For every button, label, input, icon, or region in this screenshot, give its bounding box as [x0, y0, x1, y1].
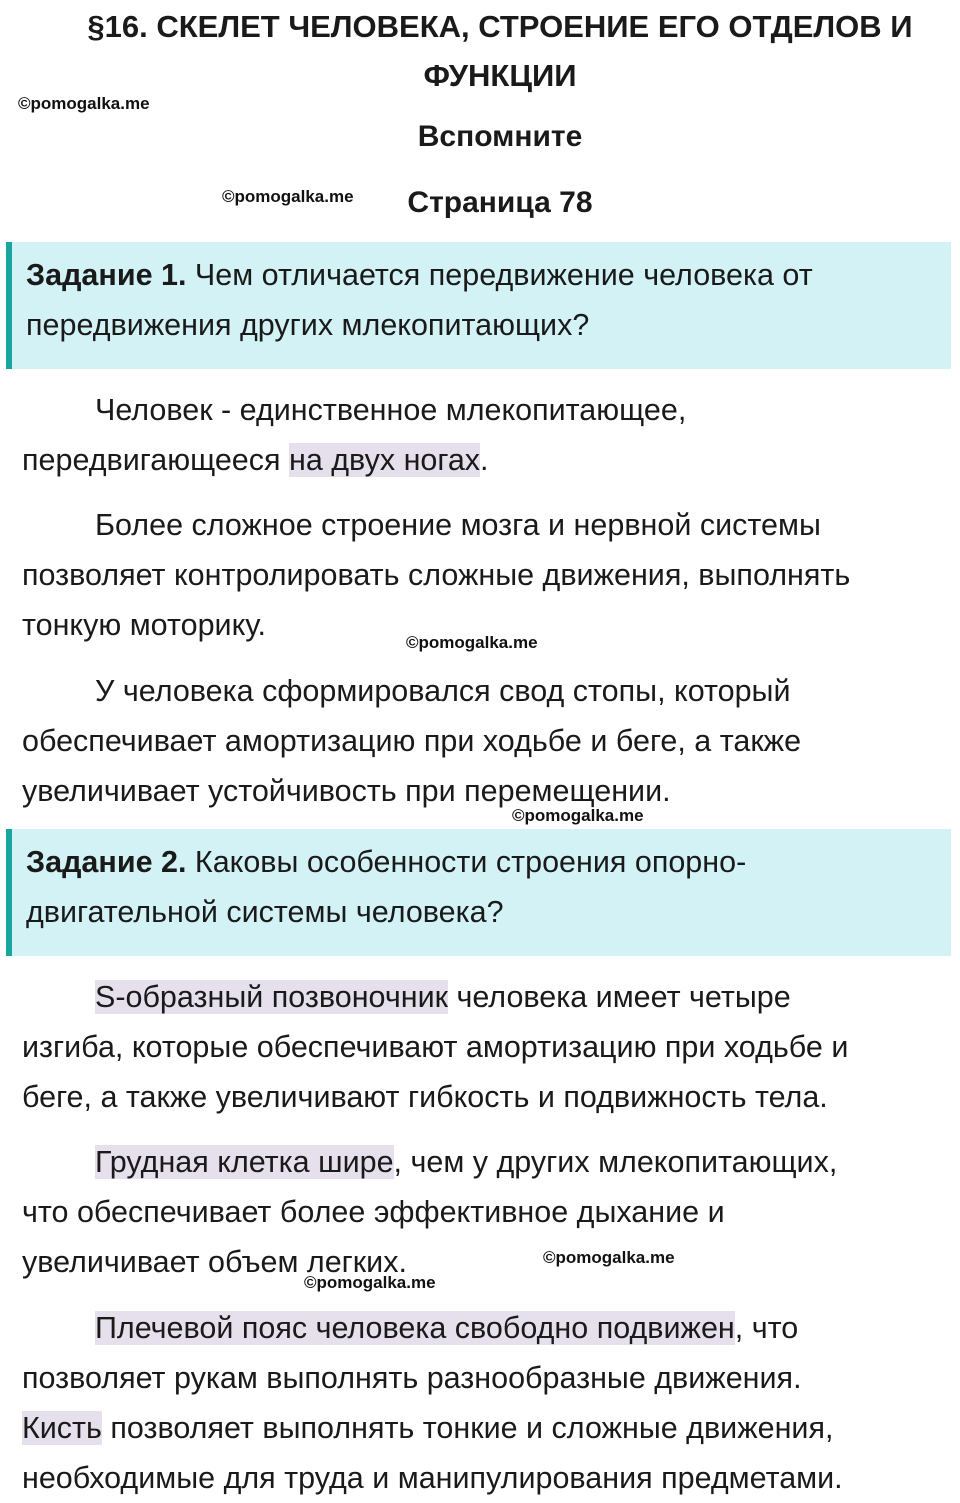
highlight-term: Грудная клетка шире	[95, 1145, 394, 1179]
answer-line: тонкую моторику.	[22, 608, 266, 642]
answer-text: человека имеет четыре	[447, 980, 791, 1014]
page-title	[60, 2, 940, 100]
watermark: ©pomogalka.me	[543, 1248, 675, 1267]
task-2-answer-3	[22, 1303, 952, 1503]
task-1-answer-1	[22, 385, 952, 485]
answer-line: Человек - единственное млекопитающее,	[95, 393, 687, 427]
task-1-question-text-1: Чем отличается передвижение человека от	[186, 258, 813, 292]
remember-heading: Вспомните	[417, 120, 583, 153]
task-1-answer-2	[22, 500, 952, 650]
answer-line: беге, а также увеличивают гибкость и подвижность тела.	[22, 1080, 828, 1114]
watermark: ©pomogalka.me	[406, 633, 538, 652]
task-2-question	[6, 829, 951, 956]
answer-text: .	[480, 443, 489, 477]
watermark: ©pomogalka.me	[222, 187, 354, 206]
watermark: ©pomogalka.me	[512, 806, 644, 825]
answer-line: позволяет контролировать сложные движения, выполнять	[22, 558, 851, 592]
task-1-question	[6, 242, 951, 369]
highlight-term: Плечевой пояс человека свободно подвижен	[95, 1311, 735, 1345]
highlight-term: на двух ногах	[288, 443, 481, 477]
task-2-label: Задание 2.	[26, 845, 187, 879]
answer-text: , что	[734, 1311, 799, 1345]
highlight-term: Кисть	[22, 1411, 102, 1445]
answer-text: , чем у других млекопитающих,	[393, 1145, 838, 1179]
answer-line: позволяет рукам выполнять разнообразные движения.	[22, 1361, 802, 1395]
watermark: ©pomogalka.me	[304, 1273, 436, 1292]
task-1-answer-3	[22, 666, 952, 816]
task-2-question-text-2: двигательной системы человека?	[26, 895, 504, 929]
title-line-2: ФУНКЦИИ	[423, 58, 577, 93]
task-2-question-text-1: Каковы особенности строения опорно-	[186, 845, 747, 879]
answer-line: необходимые для труда и манипулирования предметами.	[22, 1461, 843, 1495]
task-1-question-text-2: передвижения других млекопитающих?	[26, 308, 590, 342]
watermark: ©pomogalka.me	[18, 94, 150, 113]
answer-line: увеличивает устойчивость при перемещении.	[22, 774, 671, 808]
answer-line: увеличивает объем легких.	[22, 1245, 407, 1279]
answer-line: Более сложное строение мозга и нервной системы	[95, 508, 821, 542]
answer-line: изгиба, которые обеспечивают амортизацию при ходьбе и	[22, 1030, 849, 1064]
answer-line: обеспечивает амортизацию при ходьбе и беге, а также	[22, 724, 802, 758]
answer-text: позволяет выполнять тонкие и сложные движения,	[101, 1411, 834, 1445]
task-2-answer-1	[22, 972, 952, 1122]
answer-line: что обеспечивает более эффективное дыхание и	[22, 1195, 725, 1229]
task-1-label: Задание 1.	[26, 258, 187, 292]
title-line-1: §16. СКЕЛЕТ ЧЕЛОВЕКА, СТРОЕНИЕ ЕГО ОТДЕЛОВ И	[87, 9, 913, 44]
page-number: Страница 78	[407, 186, 593, 219]
answer-line: передвигающееся	[22, 443, 289, 477]
task-2-answer-2	[22, 1137, 952, 1287]
answer-line: У человека сформировался свод стопы, который	[95, 674, 791, 708]
highlight-term: S-образный позвоночник	[95, 980, 448, 1014]
